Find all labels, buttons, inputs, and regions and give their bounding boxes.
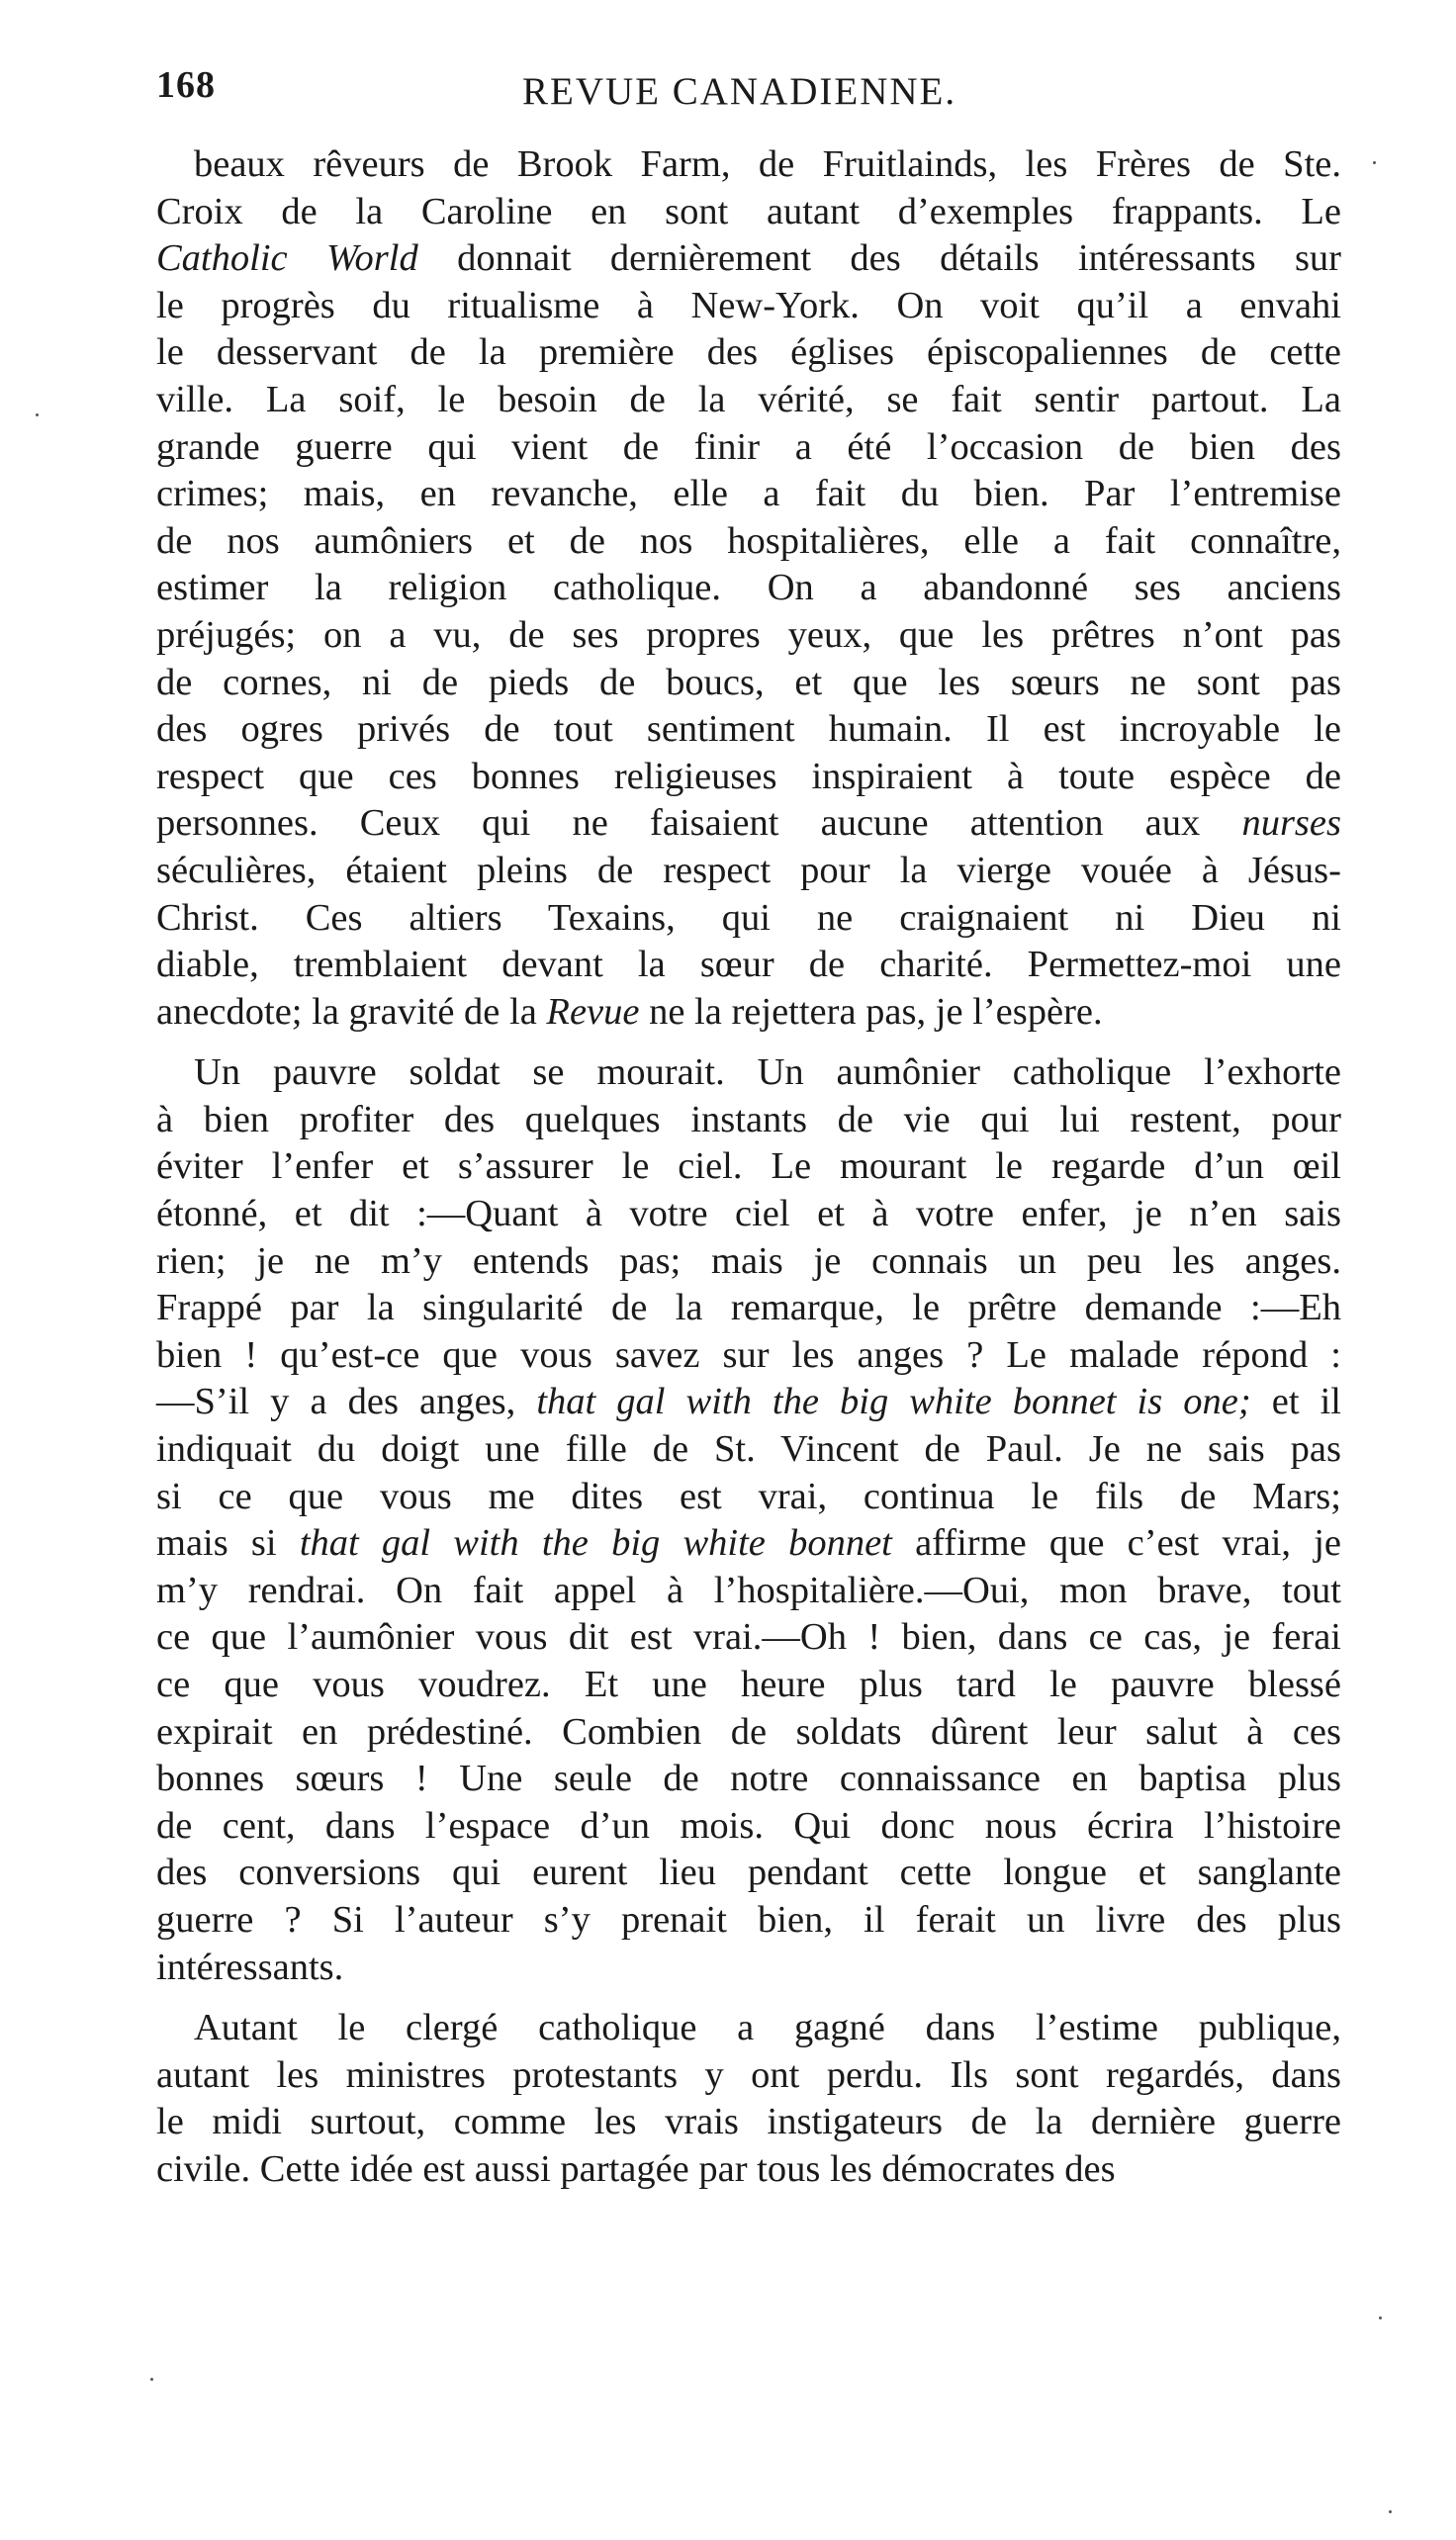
text-line <box>156 1662 1341 1709</box>
text-line <box>156 424 1341 472</box>
text-run: anecdote; la gravité de la <box>156 990 547 1033</box>
text-line <box>156 1520 1341 1568</box>
text-line <box>156 1945 1341 1992</box>
italic-run: nurses <box>1241 802 1341 845</box>
text-run: et il <box>1250 1381 1341 1423</box>
text-run: m’y rendrai. On fait appel à l’hospitalière.—Oui, mon brave, tout <box>156 1569 1341 1611</box>
text-run: Frappé par la singularité de la remarque, le prêtre demande :—Eh <box>156 1287 1341 1329</box>
text-line <box>156 1897 1341 1945</box>
text-run: guerre ? Si l’auteur s’y prenait bien, il ferait un livre des plus <box>156 1898 1341 1941</box>
text-line <box>156 800 1341 848</box>
text-run: séculières, étaient pleins de respect pour la vierge vouée à Jésus- <box>156 849 1341 891</box>
text-line <box>156 1568 1341 1615</box>
text-line <box>156 895 1341 943</box>
text-run: ce que vous voudrez. Et une heure plus tard le pauvre blessé <box>156 1664 1341 1705</box>
text-run: donnait dernièrement des détails intéressants sur <box>417 237 1342 280</box>
text-run: Un pauvre soldat se mourait. Un aumônier catholique l’exhorte <box>194 1051 1341 1094</box>
text-run: crimes; mais, en revanche, elle a fait du bien. Par l’entremise <box>156 473 1341 515</box>
text-line <box>156 2099 1341 2146</box>
italic-run: that gal with the big white bonnet <box>299 1522 892 1565</box>
text-run: grande guerre qui vient de finir a été l’occasion de bien des <box>156 425 1341 468</box>
text-run: le desservant de la première des églises épiscopaliennes de cette <box>156 331 1341 374</box>
print-speck <box>1389 2510 1392 2513</box>
text-run: Croix de la Caroline en sont autant d’exemples frappants. Le <box>156 190 1341 232</box>
text-run: personnes. Ceux qui ne faisaient aucune attention aux <box>156 802 1242 845</box>
text-line <box>156 1238 1341 1286</box>
text-line <box>156 2052 1341 2100</box>
text-line <box>156 471 1341 518</box>
text-run: de nos aumôniers et de nos hospitalières, elle a fait connaître, <box>156 519 1341 562</box>
text-run: à bien profiter des quelques instants de vie qui lui restent, pour <box>156 1098 1341 1140</box>
text-line <box>156 565 1341 612</box>
text-line <box>156 1474 1341 1521</box>
text-line <box>156 1614 1341 1662</box>
paragraph <box>156 141 1341 1036</box>
print-speck <box>36 413 39 416</box>
paragraph <box>156 2005 1341 2193</box>
text-line <box>156 189 1341 236</box>
text-line <box>156 1332 1341 1380</box>
text-run: mais si <box>156 1522 300 1565</box>
text-line <box>156 1756 1341 1803</box>
text-line <box>156 660 1341 707</box>
print-speck <box>1379 2316 1382 2319</box>
text-line <box>156 1285 1341 1332</box>
text-line <box>156 1049 1341 1097</box>
text-run: si ce que vous me dites est vrai, continua le fils de Mars; <box>156 1475 1341 1517</box>
text-run: des ogres privés de tout sentiment humain. Il est incroyable le <box>156 708 1341 751</box>
text-run: Christ. Ces altiers Texains, qui ne craignaient ni Dieu ni <box>156 896 1341 939</box>
text-run: expirait en prédestiné. Combien de soldats dûrent leur salut à ces <box>156 1710 1341 1753</box>
italic-run: Revue <box>546 990 640 1033</box>
print-speck <box>150 2378 153 2381</box>
text-line <box>156 2005 1341 2052</box>
text-line <box>156 848 1341 895</box>
page-number: 168 <box>156 64 216 106</box>
text-run: ville. La soif, le besoin de la vérité, se fait sentir partout. La <box>156 378 1341 420</box>
text-run: étonné, et dit :—Quant à votre ciel et à votre enfer, je n’en sais <box>156 1193 1341 1235</box>
text-line <box>156 1379 1341 1426</box>
text-run: civile. Cette idée est aussi partagée par tous les démocrates des <box>156 2147 1116 2190</box>
text-line <box>156 754 1341 801</box>
text-line <box>156 1803 1341 1851</box>
text-line <box>156 1709 1341 1757</box>
text-line <box>156 1097 1341 1144</box>
text-run: bien ! qu’est-ce que vous savez sur les anges ? Le malade répond : <box>156 1333 1341 1376</box>
text-run: ne la rejettera pas, je l’espère. <box>639 990 1103 1033</box>
text-run: respect que ces bonnes religieuses inspiraient à toute espèce de <box>156 755 1341 797</box>
print-speck <box>1373 161 1376 164</box>
text-line <box>156 2146 1341 2194</box>
text-run: le midi surtout, comme les vrais instigateurs de la dernière guerre <box>156 2101 1341 2143</box>
text-line <box>156 141 1341 189</box>
page-header <box>148 57 1365 127</box>
body-text <box>156 141 1341 2194</box>
italic-run: that gal with the big white bonnet is one; <box>536 1381 1251 1423</box>
text-run: des conversions qui eurent lieu pendant cette longue et sanglante <box>156 1852 1341 1894</box>
text-line <box>156 518 1341 566</box>
text-run: préjugés; on a vu, de ses propres yeux, que les prêtres n’ont pas <box>156 613 1341 656</box>
text-run: affirme que c’est vrai, je <box>891 1522 1342 1565</box>
text-run: beaux rêveurs de Brook Farm, de Fruitlainds, les Frères de Ste. <box>194 143 1341 185</box>
text-run: de cornes, ni de pieds de boucs, et que les sœurs ne sont pas <box>156 661 1341 703</box>
text-line <box>156 329 1341 377</box>
text-run: Autant le clergé catholique a gagné dans l’estime publique, <box>194 2007 1341 2049</box>
italic-run: Catholic World <box>156 237 418 280</box>
text-run: ce que l’aumônier vous dit est vrai.—Oh ! bien, dans ce cas, je ferai <box>156 1616 1341 1659</box>
text-run: indiquait du doigt une fille de St. Vincent de Paul. Je ne sais pas <box>156 1428 1341 1471</box>
running-title: REVUE CANADIENNE. <box>522 70 957 113</box>
text-line <box>156 283 1341 330</box>
text-line <box>156 612 1341 660</box>
text-line <box>156 1191 1341 1238</box>
text-run: diable, tremblaient devant la sœur de charité. Permettez-moi une <box>156 944 1341 986</box>
text-run: le progrès du ritualisme à New-York. On voit qu’il a envahi <box>156 284 1341 326</box>
paragraph <box>156 1049 1341 1991</box>
text-run: estimer la religion catholique. On a abandonné ses anciens <box>156 567 1341 609</box>
text-line <box>156 989 1341 1037</box>
text-run: intéressants. <box>156 1946 344 1988</box>
text-line <box>156 1426 1341 1474</box>
text-line <box>156 377 1341 424</box>
text-line <box>156 706 1341 754</box>
text-line <box>156 1850 1341 1897</box>
text-run: bonnes sœurs ! Une seule de notre connaissance en baptisa plus <box>156 1758 1341 1800</box>
text-run: autant les ministres protestants y ont perdu. Ils sont regardés, dans <box>156 2053 1341 2096</box>
text-line <box>156 1143 1341 1191</box>
text-line <box>156 942 1341 989</box>
text-run: de cent, dans l’espace d’un mois. Qui donc nous écrira l’histoire <box>156 1804 1341 1847</box>
text-run: éviter l’enfer et s’assurer le ciel. Le mourant le regarde d’un œil <box>156 1145 1341 1188</box>
text-line <box>156 235 1341 283</box>
text-run: —S’il y a des anges, <box>156 1381 537 1423</box>
text-run: rien; je ne m’y entends pas; mais je connais un peu les anges. <box>156 1239 1341 1282</box>
